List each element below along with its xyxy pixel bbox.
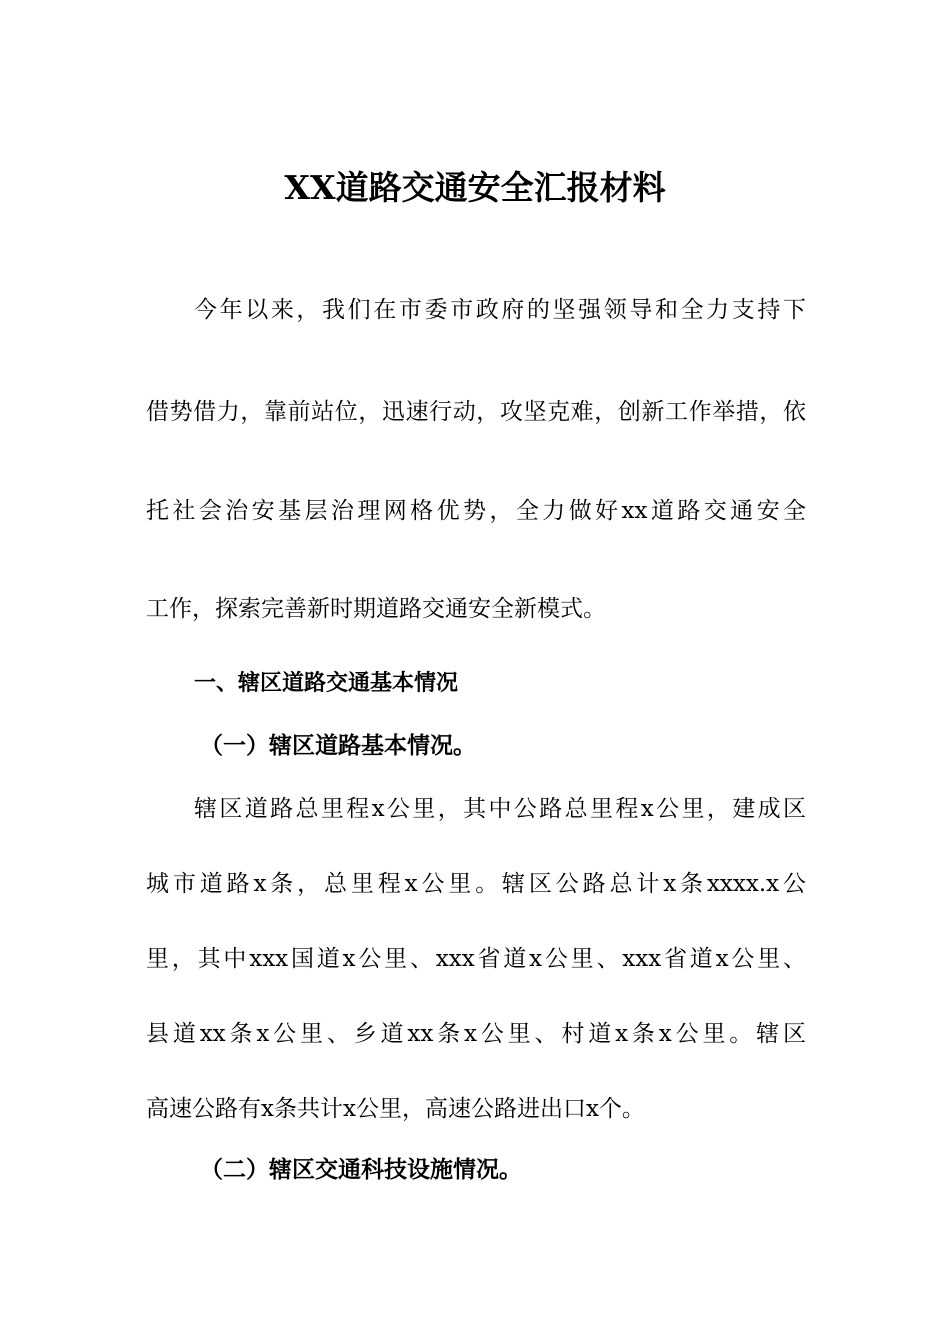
subsection-heading-1: （一）辖区道路基本情况。 <box>200 732 476 759</box>
road-line-5: 高速公路有x条共计x公里，高速公路进出口x个。 <box>146 1096 645 1122</box>
document-title: XX道路交通安全汇报材料 <box>284 168 666 207</box>
intro-line-2: 借势借力，靠前站位，迅速行动，攻坚克难，创新工作举措，依 <box>146 399 806 425</box>
subsection-heading-2: （二）辖区交通科技设施情况。 <box>200 1156 522 1183</box>
section-heading-1: 一、辖区道路交通基本情况 <box>194 671 459 696</box>
intro-line-1: 今年以来，我们在市委市政府的坚强领导和全力支持下 <box>194 297 806 323</box>
road-line-4: 县道xx条x公里、乡道xx条x公里、村道x条x公里。辖区 <box>146 1021 806 1047</box>
road-line-2: 城市道路x条，总里程x公里。辖区公路总计x条xxxx.x公 <box>146 871 806 897</box>
intro-line-3: 托社会治安基层治理网格优势，全力做好xx道路交通安全 <box>146 498 806 524</box>
road-line-1: 辖区道路总里程x公里，其中公路总里程x公里，建成区 <box>194 796 806 822</box>
intro-line-4: 工作，探索完善新时期道路交通安全新模式。 <box>146 596 606 622</box>
road-line-3: 里，其中xxx国道x公里、xxx省道x公里、xxx省道x公里、 <box>146 946 806 972</box>
